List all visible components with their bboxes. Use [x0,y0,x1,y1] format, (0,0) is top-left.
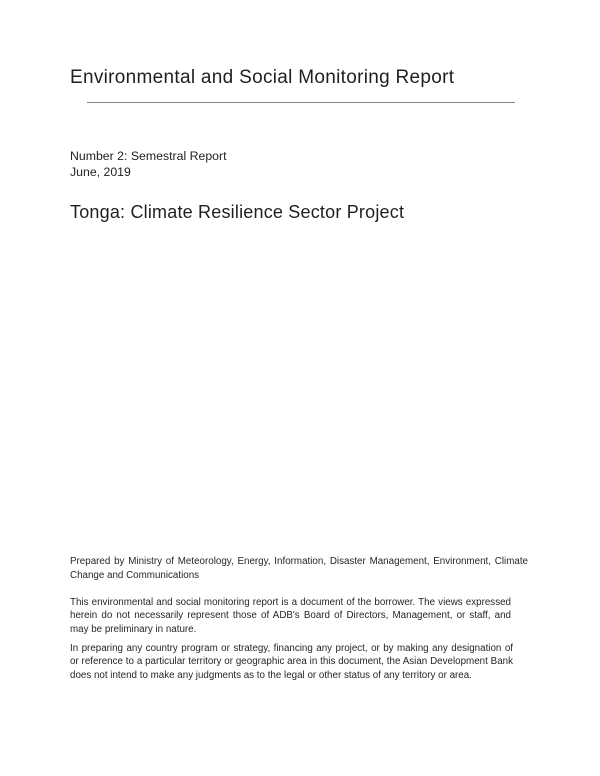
title-rule-divider [87,102,515,103]
report-number: Number 2: Semestral Report [70,149,227,163]
text-line: does not intend to make any judgments as to the legal or other status of any territory or area. [70,669,472,681]
text-line: Prepared by Ministry of Meteorology, Energy, Information, Disaster Management, Environment, Climate [70,556,528,567]
text-line: This environmental and social monitoring report is a document of the borrower. The views expressed [70,596,511,608]
report-date: June, 2019 [70,164,131,179]
report-title: Environmental and Social Monitoring Report [70,67,455,88]
text-line: Change and Communications [70,569,200,581]
project-title: Tonga: Climate Resilience Sector Project [70,202,405,222]
text-line: or reference to a particular territory or geographic area in this document, the Asian Development Bank [70,656,513,667]
prepared-by-paragraph [70,555,528,582]
text-line: herein do not necessarily represent those of ADB's Board of Directors, Management, or staff, and [70,610,511,621]
text-line: In preparing any country program or strategy, financing any project, or by making any designation of [70,642,513,654]
territory-disclaimer-paragraph [70,642,513,683]
text-line: may be preliminary in nature. [70,623,197,635]
borrower-disclaimer-paragraph [70,596,511,637]
